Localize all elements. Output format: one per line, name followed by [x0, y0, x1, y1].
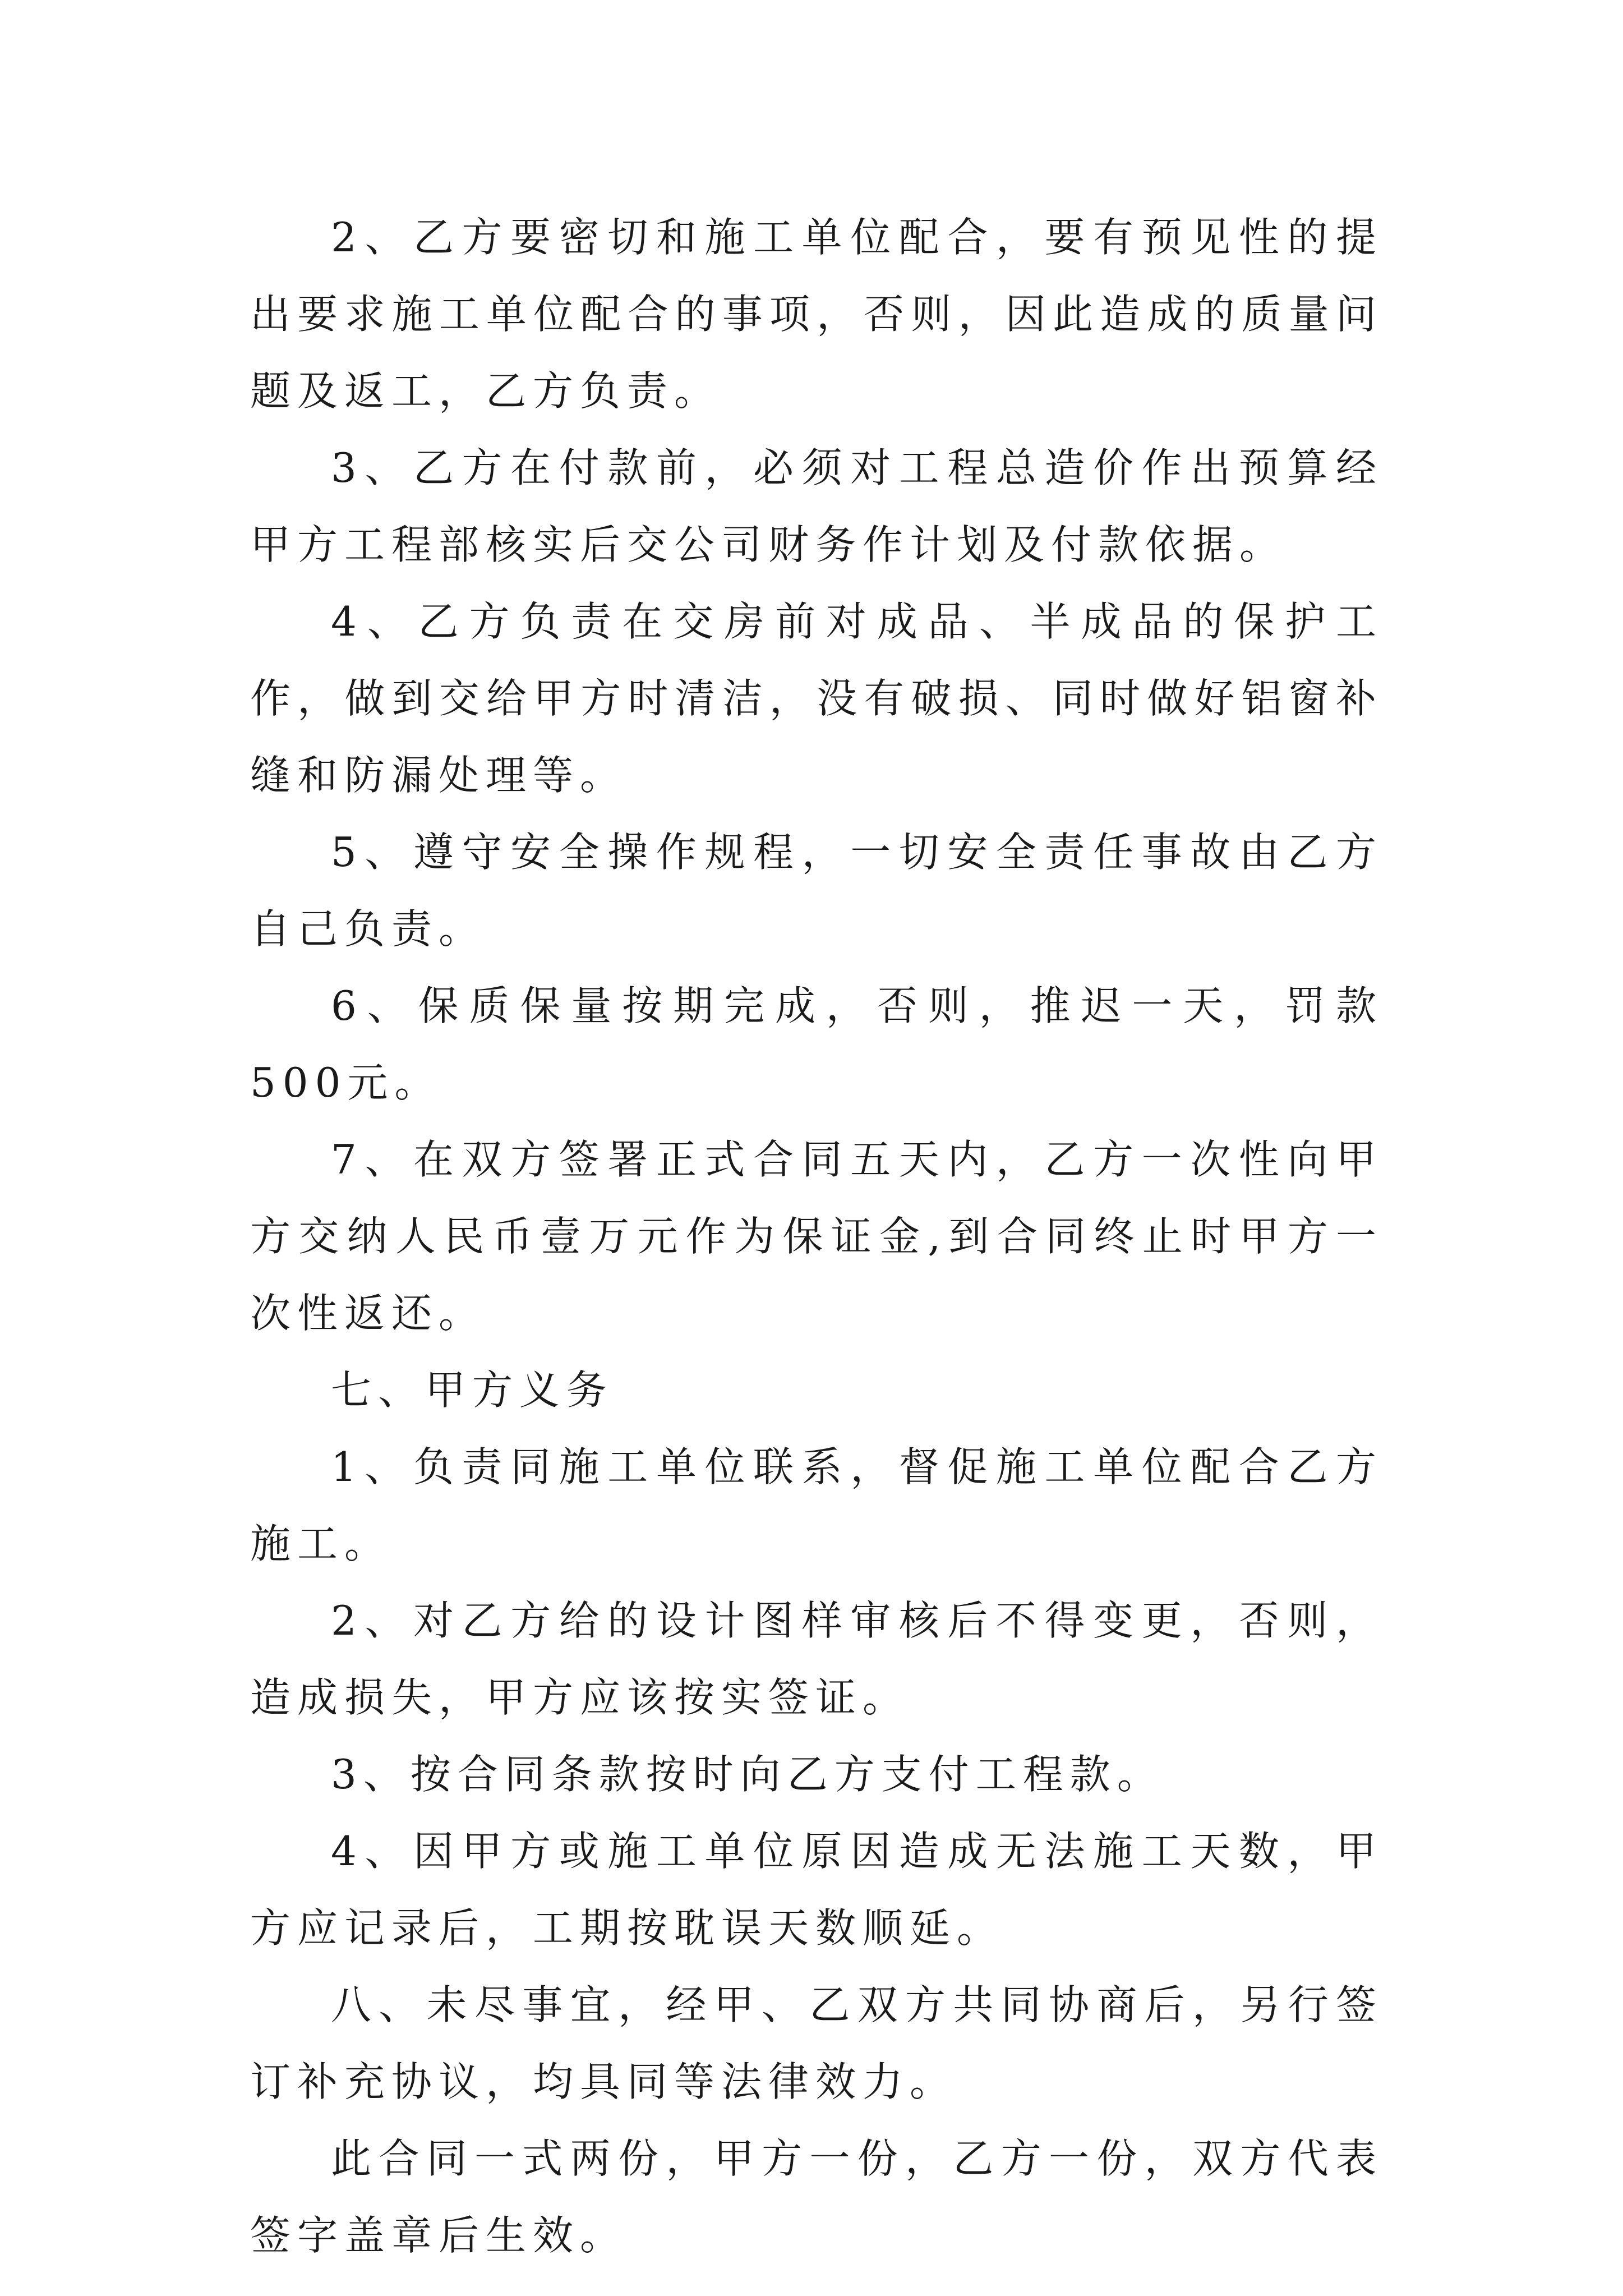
paragraph-clause-7: 7、在双方签署正式合同五天内，乙方一次性向甲方交纳人民币壹万元作为保证金,到合同终止时甲方一次性返还。: [250, 1136, 1383, 1337]
document-body: [250, 199, 1383, 2274]
paragraph-section-8: 八、未尽事宜，经甲、乙双方共同协商后，另行签订补充协议，均具同等法律效力。: [250, 1981, 1383, 2105]
paragraph-clause-6: 6、保质保量按期完成，否则，推迟一天，罚款500元。: [250, 982, 1383, 1106]
paragraph-obligation-4: 4、因甲方或施工单位原因造成无法施工天数，甲方应记录后，工期按耽误天数顺延。: [250, 1828, 1383, 1952]
paragraph-obligation-1: 1、负责同施工单位联系，督促施工单位配合乙方施工。: [250, 1443, 1383, 1567]
paragraph-clause-4: 4、乙方负责在交房前对成品、半成品的保护工作，做到交给甲方时清洁，没有破损、同时做好铝窗补缝和防漏处理等。: [250, 598, 1383, 799]
paragraph-clause-3: 3、乙方在付款前，必须对工程总造价作出预算经甲方工程部核实后交公司财务作计划及付款依据。: [250, 444, 1383, 568]
paragraph-closing: 此合同一式两份，甲方一份，乙方一份，双方代表签字盖章后生效。: [250, 2135, 1383, 2259]
section-heading-party-a-obligations: 七、甲方义务: [331, 1366, 614, 1414]
paragraph-clause-2: 2、乙方要密切和施工单位配合，要有预见性的提出要求施工单位配合的事项，否则，因此造成的质量问题及返工，乙方负责。: [250, 214, 1383, 415]
paragraph-obligation-2: 2、对乙方给的设计图样审核后不得变更，否则，造成损失，甲方应该按实签证。: [250, 1597, 1383, 1721]
paragraph-clause-5: 5、遵守安全操作规程，一切安全责任事故由乙方自己负责。: [250, 829, 1383, 953]
paragraph-obligation-3: 3、按合同条款按时向乙方支付工程款。: [331, 1751, 1164, 1798]
